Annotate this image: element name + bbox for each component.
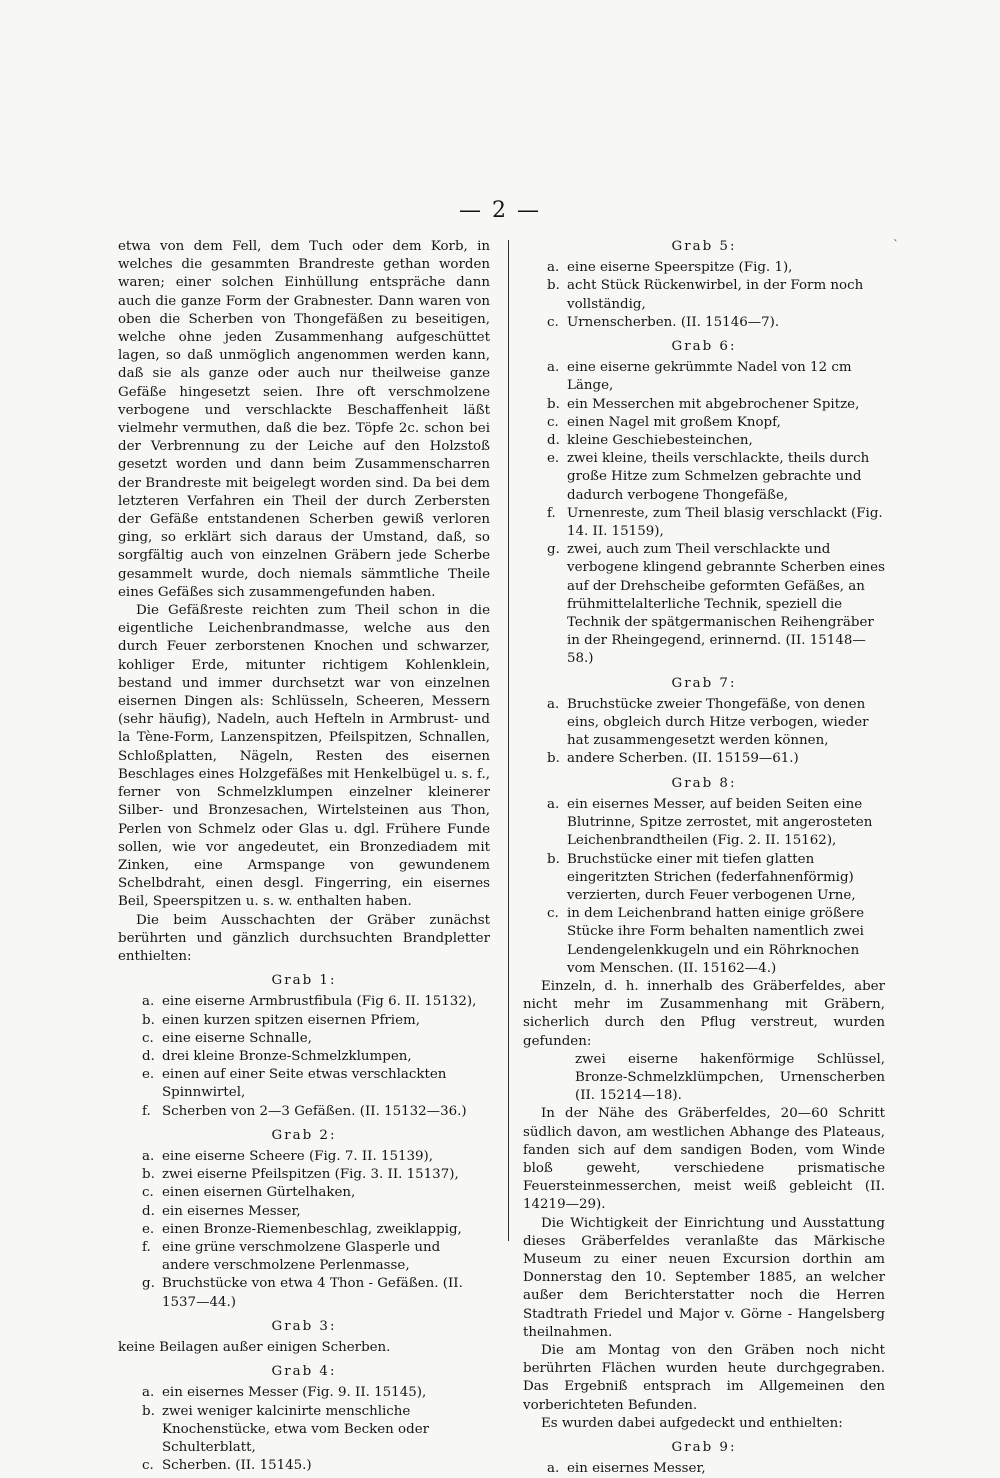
grave-text: keine Beilagen außer einigen Scherben.: [118, 1339, 391, 1355]
grave-item-list: [118, 993, 490, 1120]
list-item: [142, 1403, 490, 1458]
item-text: Bruchstücke zweier Thongefäße, von denen eins, obgleich durch Hitze verbogen, wieder hat zusammengesetzt werden können,: [567, 696, 869, 749]
item-text: ein eisernes Messer (Fig. 9. II. 15145),: [162, 1385, 427, 1401]
list-item: [142, 1457, 490, 1475]
list-item: [142, 1048, 490, 1066]
margin-mark: `: [893, 238, 899, 252]
grave-item-list: [523, 259, 885, 332]
item-letter: c.: [142, 1185, 154, 1201]
item-text: Bruchstücke von etwa 4 Thon - Gefäßen. (II. 1537—44.): [162, 1276, 463, 1310]
item-text: Scherben von 2—3 Gefäßen. (II. 15132—36.): [162, 1103, 467, 1119]
grave-item-list: [118, 1384, 490, 1475]
item-text: zwei, auch zum Theil verschlackte und verbogene klingend gebrannte Scherben eines auf der Drehscheibe geformten Gefäßes, an frühmittelalterliche Technik, speziell die Technik der spätgermanischen Reihengräber in der Rheingegend, erinnernd. (II. 15148—58.): [567, 542, 885, 667]
item-text: eine eiserne gekrümmte Nadel von 12 cm Länge,: [567, 360, 852, 394]
item-text: ein eisernes Messer, auf beiden Seiten eine Blutrinne, Spitze zerrostet, mit angerosteten Leichenbrandtheilen (Fig. 2. II. 15162),: [567, 796, 873, 849]
grave-heading: Grab 3:: [271, 1318, 337, 1334]
list-item: [547, 505, 885, 541]
item-letter: d.: [547, 433, 560, 449]
item-letter: g.: [547, 542, 560, 558]
item-text: eine eiserne Schnalle,: [162, 1030, 312, 1046]
grave-heading: Grab 2:: [271, 1127, 337, 1143]
list-item: [547, 750, 885, 768]
item-text: eine eiserne Scheere (Fig. 7. II. 15139),: [162, 1148, 434, 1164]
item-letter: f.: [142, 1239, 151, 1255]
item-letter: e.: [142, 1221, 155, 1237]
item-letter: a.: [547, 796, 560, 812]
item-letter: b.: [547, 396, 560, 412]
item-text: Urnenscherben. (II. 15146—7).: [567, 314, 780, 330]
item-letter: a.: [547, 360, 560, 376]
grave-heading: Grab 5:: [671, 239, 737, 254]
item-text: drei kleine Bronze-Schmelzklumpen,: [162, 1048, 412, 1064]
item-text: kleine Geschiebesteinchen,: [567, 433, 753, 449]
item-text: ein eisernes Messer,: [162, 1203, 301, 1219]
item-letter: a.: [142, 1148, 155, 1164]
list-item: [142, 993, 490, 1011]
item-letter: b.: [142, 1012, 155, 1028]
body-paragraph: etwa von dem Fell, dem Tuch oder dem Korb, in welches die gesammten Brandreste gethan worden waren; einer solchen Einhüllung entspräche dann auch die ganze Form der Grabnester. Dann waren von oben die Scherben von Thongefäßen zu beseitigen, welche ohne jeden Zusammenhang aufgeschüttet lagen, so daß unmöglich angenommen werden kann, daß sie als ganze oder auch nur theilweise ganze Gefäße hingesetzt seien. Ihre oft verschmolzene verbogene und verschlackte Beschaffenheit läßt vielmehr vermuthen, daß die bez. Töpfe 2c. schon bei der Verbrennung zu der Leiche auf den Holzstoß gesetzt worden und dann beim Zusammenscharren der Brandreste mit beigelegt worden sind. Da bei dem letzteren Verfahren ein Theil der durch Zerbersten der Gefäße entstandenen Scherben gewiß verloren ging, so erklärt sich daraus der Umstand, daß, so sorgfältig auch von einzelnen Gräbern jede Scherbe gesammelt wurde, doch niemals sämmtliche Theile eines Gefäßes sich zusammengefunden haben.: [118, 239, 490, 600]
item-letter: c.: [142, 1458, 154, 1474]
list-item: [142, 1384, 490, 1402]
item-text: Bruchstücke einer mit tiefen glatten eingeritzten Strichen (federfahnenförmig) verzierten, durch Feuer verbogenen Urne,: [567, 851, 856, 903]
item-text: zwei eiserne Pfeilspitzen (Fig. 3. II. 15137),: [162, 1167, 459, 1183]
list-item: [142, 1166, 490, 1184]
body-paragraph: Die Gefäßreste reichten zum Theil schon in die eigentliche Leichenbrandmasse, welche aus den durch Feuer zerborstenen Knochen und schwarzer, kohliger Erde, mitunter richtigem Kohlenklein, bestand und immer durchsetzt war von einzelnen eisernen Dingen als: Schlüsseln, Scheeren, Messern (sehr häufig), Nadeln, auch Hefteln in Armbrust- und la Tène-Form, Lanzenspitzen, Pfeilspitzen, Schnallen, Schloßplatten, Nägeln, Resten des eisernen Beschlages eines Holzgefäßes mit Henkelbügel u. s. f., ferner von Schmelzklumpen einzelner kleinerer Silber- und Bronzesachen, Wirtelsteinen aus Thon, Perlen von Schmelz oder Glas u. dgl. Frühere Funde sollen, wie vor angedeutet, ein Bronzediadem mit Zinken, eine Armspange von gewundenem Schelbdraht, einen desgl. Fingerring, ein eisernes Beil, Speerspitzen u. s. w. enthalten haben.: [118, 603, 490, 910]
item-text: eine eiserne Armbrustfibula (Fig 6. II. 15132),: [162, 994, 477, 1010]
item-text: andere Scherben. (II. 15159—61.): [567, 751, 799, 767]
item-letter: a.: [547, 1461, 560, 1477]
item-letter: a.: [142, 1385, 155, 1401]
list-item: [547, 450, 885, 505]
left-column: [118, 238, 490, 1475]
item-letter: a.: [142, 994, 155, 1010]
item-letter: b.: [142, 1403, 155, 1419]
item-letter: b.: [547, 751, 560, 767]
item-letter: c.: [547, 906, 559, 922]
item-text: Scherben. (II. 15145.): [162, 1458, 312, 1474]
grave-item-list: [118, 1148, 490, 1312]
list-item: [547, 696, 885, 751]
page-number: — 2 —: [459, 198, 541, 223]
item-letter: c.: [547, 314, 559, 330]
body-paragraph: Einzeln, d. h. innerhalb des Gräberfeldes, aber nicht mehr im Zusammenhang mit Gräbern, sicherlich durch den Pflug verstreut, wurden gefunden:: [523, 978, 885, 1049]
item-letter: a.: [547, 260, 560, 276]
list-item: [142, 1030, 490, 1048]
item-text: zwei weniger kalcinirte menschliche Knochenstücke, etwa vom Becken oder Schulterblatt,: [162, 1403, 430, 1455]
item-text: eine grüne verschmolzene Glasperle und andere verschmolzene Perlenmasse,: [162, 1239, 441, 1274]
grave-heading: Grab 8:: [671, 775, 737, 791]
grave-item-list: [523, 1460, 885, 1478]
item-letter: f.: [142, 1103, 151, 1119]
grave-item-list: [523, 359, 885, 668]
item-letter: b.: [547, 851, 560, 867]
list-item: [547, 432, 885, 450]
body-paragraph: Die am Montag von den Gräben noch nicht berührten Flächen wurden heute durchgegraben. Das Ergebniß entsprach im Allgemeinen den vorberichteten Befunden.: [523, 1342, 885, 1413]
item-letter: a.: [547, 696, 560, 712]
item-text: einen Bronze-Riemenbeschlag, zweiklappig,: [162, 1221, 462, 1237]
list-item: [142, 1184, 490, 1202]
list-item: [547, 259, 885, 277]
list-item: [142, 1203, 490, 1221]
item-text: zwei kleine, theils verschlackte, theils durch große Hitze zum Schmelzen gebrachte und dadurch verbogene Thongefäße,: [567, 451, 870, 503]
column-divider: [508, 240, 509, 1241]
grave-heading: Grab 9:: [671, 1440, 737, 1455]
list-item: [547, 1460, 885, 1478]
right-column: [523, 238, 885, 1478]
item-text: ein Messerchen mit abgebrochener Spitze,: [567, 396, 860, 412]
item-text: acht Stück Rückenwirbel, in der Form noch vollständig,: [567, 278, 864, 312]
list-item: [547, 541, 885, 668]
body-paragraph: Es wurden dabei aufgedeckt und enthielten:: [541, 1415, 843, 1431]
list-item: [547, 905, 885, 978]
list-item: [142, 1239, 490, 1275]
item-letter: e.: [547, 451, 560, 467]
item-letter: b.: [547, 278, 560, 294]
list-item: [547, 851, 885, 906]
grave-heading: Grab 7:: [671, 675, 737, 691]
item-letter: d.: [142, 1203, 155, 1219]
grave-item-list: [523, 696, 885, 769]
item-letter: e.: [142, 1067, 155, 1083]
list-item: [547, 396, 885, 414]
item-text: einen kurzen spitzen eisernen Pfriem,: [162, 1012, 420, 1028]
list-item: [142, 1103, 490, 1121]
item-letter: c.: [142, 1030, 154, 1046]
list-item: [547, 314, 885, 332]
body-paragraph: Die Wichtigkeit der Einrichtung und Ausstattung dieses Gräberfeldes veranlaßte das Märkische Museum zu einer neuen Excursion dorthin am Donnerstag den 10. September 1885, an welcher außer dem Berichterstatter noch die Herren Stadtrath Friedel und Major v. Görne - Hangelsberg theilnahmen.: [523, 1215, 885, 1340]
list-item: [142, 1148, 490, 1166]
grave-item-list: [523, 796, 885, 978]
list-item: [547, 277, 885, 313]
item-text: ein eisernes Messer,: [567, 1461, 706, 1477]
item-text: Urnenreste, zum Theil blasig verschlackt (Fig. 14. II. 15159),: [567, 505, 883, 540]
list-item: [142, 1066, 490, 1102]
item-letter: g.: [142, 1276, 155, 1292]
list-item: [142, 1221, 490, 1239]
list-item: [547, 359, 885, 395]
item-letter: f.: [547, 505, 556, 521]
item-text: einen Nagel mit großem Knopf,: [567, 414, 781, 430]
list-item: [547, 796, 885, 851]
item-letter: b.: [142, 1167, 155, 1183]
grave-heading: Grab 6:: [671, 339, 737, 355]
list-item: [142, 1275, 490, 1311]
body-paragraph: In der Nähe des Gräberfeldes, 20—60 Schritt südlich davon, am westlichen Abhange des Plateaus, fanden sich auf dem sandigen Boden, vom Winde bloß geweht, verschiedene prismatische Feuersteinmesserchen, meist weiß gebleicht (II. 14219—29).: [523, 1106, 885, 1213]
item-text: eine eiserne Speerspitze (Fig. 1),: [567, 260, 793, 276]
item-letter: c.: [547, 414, 559, 430]
item-letter: d.: [142, 1048, 155, 1064]
grave-heading: Grab 4:: [271, 1364, 337, 1380]
body-paragraph: zwei eiserne hakenförmige Schlüssel, Bronze-Schmelzklümpchen, Urnenscherben (II. 15214—18).: [575, 1051, 885, 1104]
list-item: [547, 414, 885, 432]
item-text: einen eisernen Gürtelhaken,: [162, 1185, 356, 1201]
list-item: [142, 1012, 490, 1030]
grave-heading: Grab 1:: [271, 973, 337, 989]
item-text: einen auf einer Seite etwas verschlackten Spinnwirtel,: [162, 1067, 447, 1101]
body-paragraph: Die beim Ausschachten der Gräber zunächst berührten und gänzlich durchsuchten Brandpletter enthielten:: [118, 912, 490, 964]
item-text: in dem Leichenbrand hatten einige größere Stücke ihre Form behalten namentlich zwei Lendengelenkkugeln und ein Röhrknochen vom Menschen. (II. 15162—4.): [567, 906, 865, 976]
